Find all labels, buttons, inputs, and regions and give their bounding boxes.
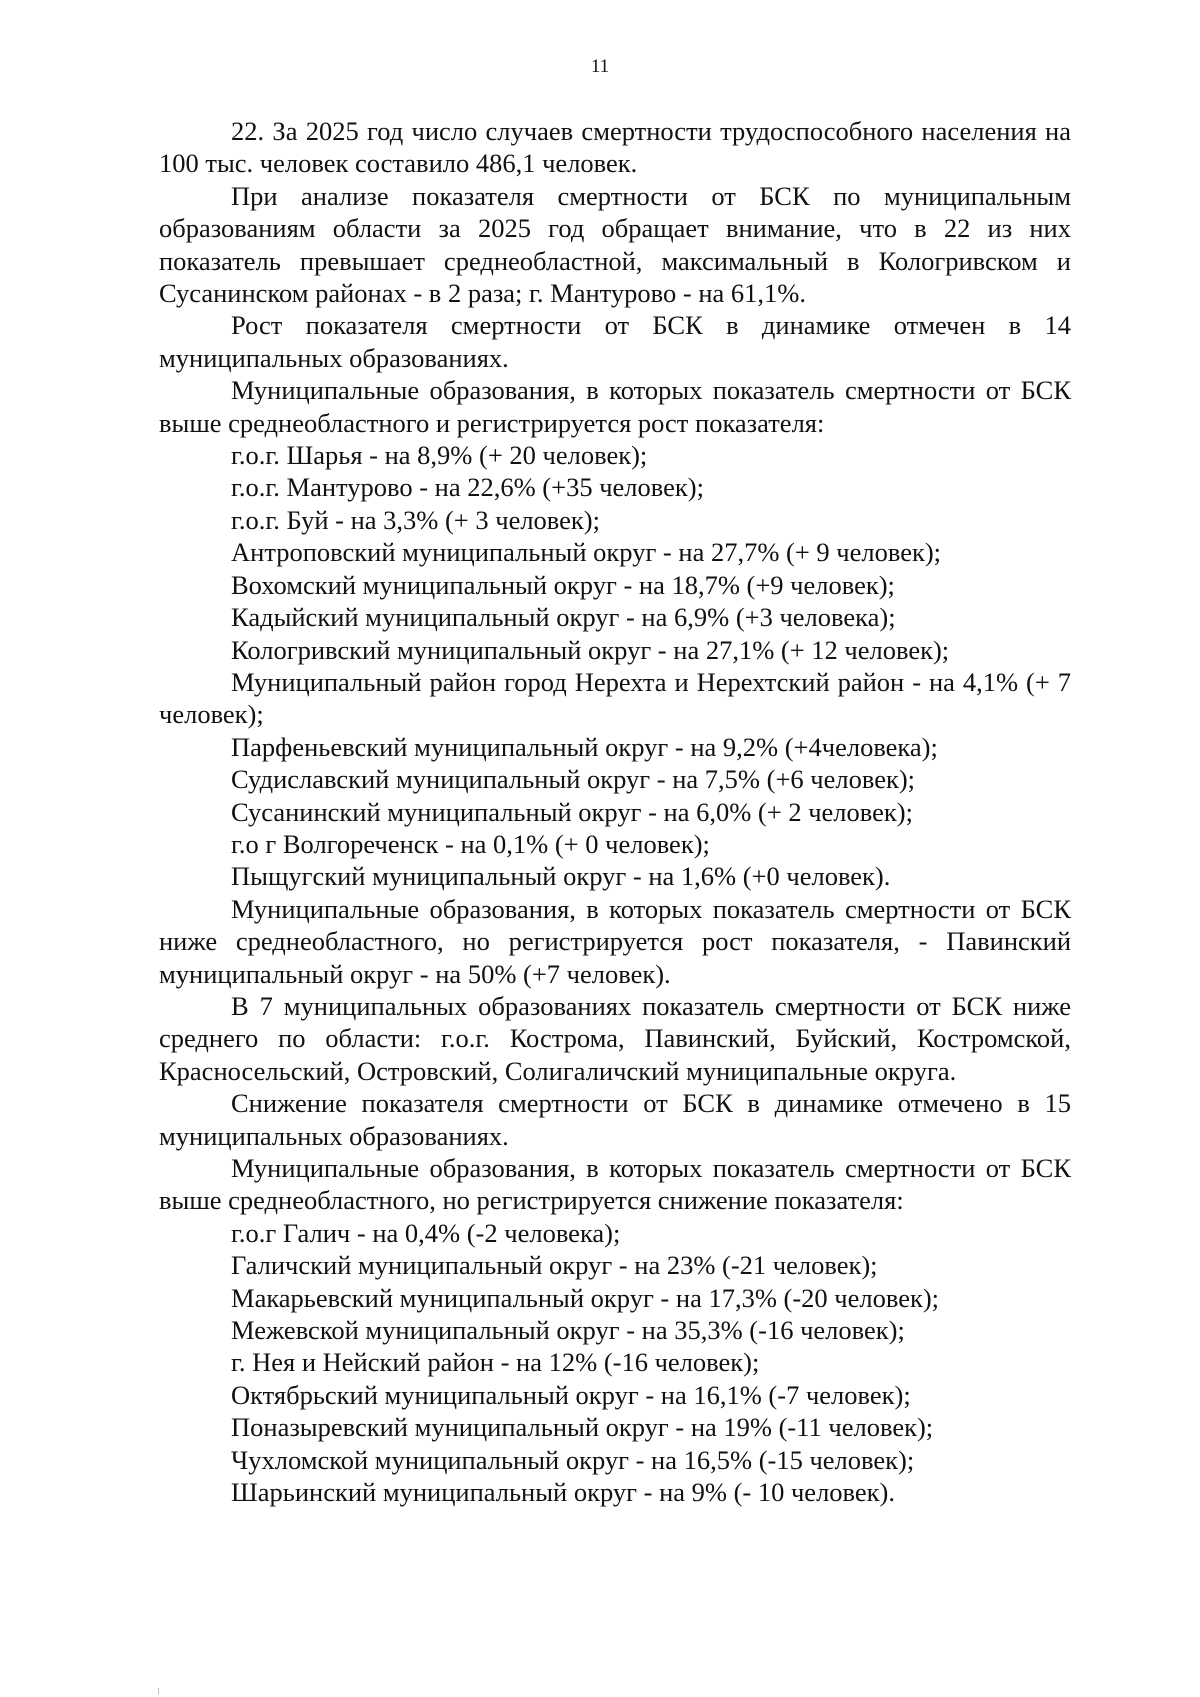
list-item: Октябрьский муниципальный округ - на 16,1% (-7 человек); <box>231 1379 911 1410</box>
decline-list <box>159 1217 1071 1509</box>
list-item: Макарьевский муниципальный округ - на 17,3% (-20 человек); <box>231 1282 940 1313</box>
list-item: Кологривский муниципальный округ - на 27,1% (+ 12 человек); <box>231 634 950 665</box>
list-item: Парфеньевский муниципальный округ - на 9,2% (+4человека); <box>231 731 938 762</box>
paragraph-growth-above-average-intro: Муниципальные образования, в которых показатель смертности от БСК выше среднеобластного и регистрируется рост показателя: <box>159 375 1071 438</box>
list-item: Пыщугский муниципальный округ - на 1,6% (+0 человек). <box>231 861 891 892</box>
scan-edge-mark <box>158 1688 159 1694</box>
paragraph-bsk-analysis: При анализе показателя смертности от БСК по муниципальным образованиям области за 2025 год обращает внимание, что в 22 из них показатель превышает среднеобластной, максимальный в Кологривском и Сусанинском районах - в 2 раза; г. Мантурово - на 61,1%. <box>159 180 1071 309</box>
list-item: Муниципальный район город Нерехта и Нерехтский район - на 4,1% (+ 7 человек); <box>159 666 1071 730</box>
list-item: г.о.г. Шарья - на 8,9% (+ 20 человек); <box>231 440 648 471</box>
list-item: Межевской муниципальный округ - на 35,3% (-16 человек); <box>231 1315 905 1346</box>
document-body <box>159 115 1071 1508</box>
list-item: г.о г Волгореченск - на 0,1% (+ 0 человек); <box>231 828 710 859</box>
list-item: Чухломской муниципальный округ - на 16,5% (-15 человек); <box>231 1444 915 1475</box>
list-item: г.о.г. Буй - на 3,3% (+ 3 человек); <box>231 504 600 535</box>
list-item: Шарьинский муниципальный округ - на 9% (- 10 человек). <box>231 1477 895 1508</box>
paragraph-working-age-mortality: 22. За 2025 год число случаев смертности трудоспособного населения на 100 тыс. человек составило 486,1 человек. <box>159 116 1071 179</box>
paragraph-decline-count: Снижение показателя смертности от БСК в динамике отмечено в 15 муниципальных образованиях. <box>159 1088 1071 1151</box>
paragraph-growth-below-average: Муниципальные образования, в которых показатель смертности от БСК ниже среднеобластного, но регистрируется рост показателя, - Павинский муниципальный округ - на 50% (+7 человек). <box>159 893 1071 989</box>
list-item: г.о.г. Мантурово - на 22,6% (+35 человек); <box>231 472 704 503</box>
list-item: Кадыйский муниципальный округ - на 6,9% (+3 человека); <box>231 602 896 633</box>
list-item: Поназыревский муниципальный округ - на 19% (-11 человек); <box>231 1412 934 1443</box>
paragraph-decline-above-average-intro: Муниципальные образования, в которых показатель смертности от БСК выше среднеобластного, но регистрируется снижение показателя: <box>159 1153 1071 1216</box>
paragraph-below-average-list: В 7 муниципальных образованиях показатель смертности от БСК ниже среднего по области: г.о.г. Кострома, Павинский, Буйский, Костромской, Красносельский, Островский, Солигаличский муниципальные округа. <box>159 990 1071 1086</box>
list-item: Галичский муниципальный округ - на 23% (-21 человек); <box>231 1250 878 1281</box>
list-item: Антроповский муниципальный округ - на 27,7% (+ 9 человек); <box>231 537 942 568</box>
list-item: Судиславский муниципальный округ - на 7,5% (+6 человек); <box>231 764 916 795</box>
paragraph-growth-count: Рост показателя смертности от БСК в динамике отмечен в 14 муниципальных образованиях. <box>159 310 1071 373</box>
list-item: г. Нея и Нейский район - на 12% (-16 человек); <box>231 1347 760 1378</box>
page-number: 11 <box>590 56 610 77</box>
growth-list <box>159 439 1071 893</box>
list-item: Сусанинский муниципальный округ - на 6,0% (+ 2 человек); <box>231 796 913 827</box>
list-item: Вохомский муниципальный округ - на 18,7% (+9 человек); <box>231 569 895 600</box>
list-item: г.о.г Галич - на 0,4% (-2 человека); <box>231 1217 621 1248</box>
